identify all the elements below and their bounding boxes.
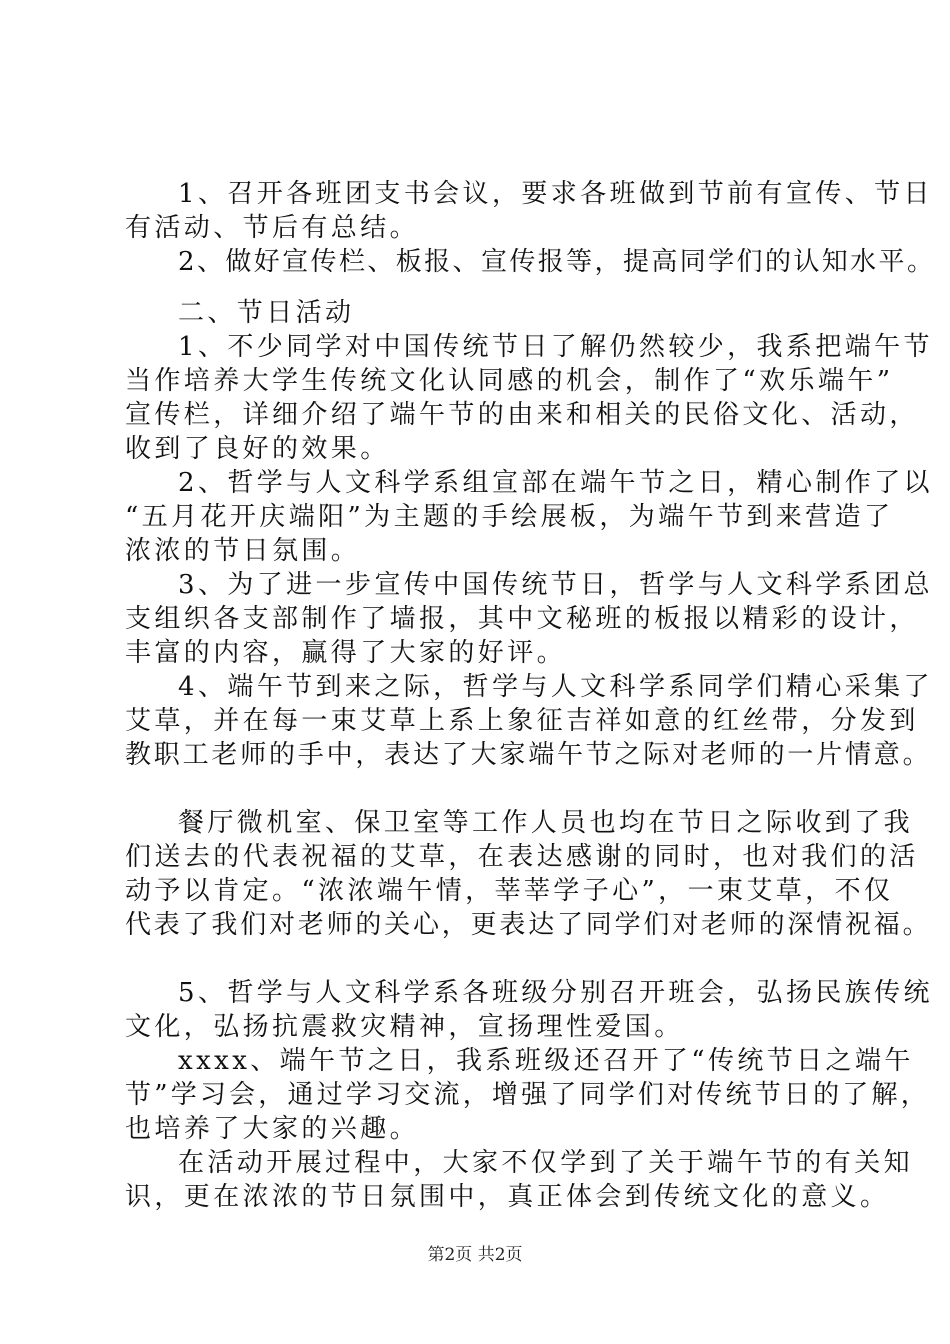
page-number-footer: 第2页 共2页 [427, 1245, 523, 1265]
paragraph-line: 5、哲学与人文科学系各班级分别召开班会，弘扬民族传统 [178, 978, 933, 1008]
paragraph-line: 有活动、节后有总结。 [125, 213, 420, 243]
paragraph-line: 3、为了进一步宣传中国传统节日，哲学与人文科学系团总 [178, 570, 933, 600]
paragraph-line: 教职工老师的手中，表达了大家端午节之际对老师的一片情意。 [125, 740, 932, 770]
paragraph-line: 收到了良好的效果。 [125, 434, 390, 464]
paragraph-line: 丰富的内容，赢得了大家的好评。 [125, 638, 567, 668]
paragraph-line: 宣传栏，详细介绍了端午节的由来和相关的民俗文化、活动， [125, 400, 919, 430]
paragraph-line: 动予以肯定。“浓浓端午情，莘莘学子心”，一束艾草，不仅 [125, 876, 894, 906]
paragraph-line: 当作培养大学生传统文化认同感的机会，制作了“欢乐端午” [125, 366, 894, 396]
paragraph-line: 4、端午节到来之际，哲学与人文科学系同学们精心采集了 [178, 672, 933, 702]
paragraph-line: “五月花开庆端阳”为主题的手绘展板，为端午节到来营造了 [125, 502, 894, 532]
paragraph-line: 们送去的代表祝福的艾草，在表达感谢的同时，也对我们的活 [125, 842, 919, 872]
paragraph-line: 2、做好宣传栏、板报、宣传报等，提高同学们的认知水平。 [178, 247, 936, 277]
paragraph-line: 餐厅微机室、保卫室等工作人员也均在节日之际收到了我 [178, 808, 914, 838]
paragraph-line: 艾草，并在每一束艾草上系上象征吉祥如意的红丝带，分发到 [125, 706, 919, 736]
paragraph-line: 节”学习会，通过学习交流，增强了同学们对传统节日的了解， [125, 1080, 930, 1110]
paragraph-line: 浓浓的节日氛围。 [125, 536, 361, 566]
paragraph-line: 1、召开各班团支书会议，要求各班做到节前有宣传、节日 [178, 179, 933, 209]
paragraph-line: 支组织各支部制作了墙报，其中文秘班的板报以精彩的设计， [125, 604, 919, 634]
paragraph-line: xxxx、端午节之日，我系班级还召开了“传统节日之端午 [178, 1046, 914, 1076]
paragraph-line: 也培养了大家的兴趣。 [125, 1114, 420, 1144]
paragraph-line: 1、不少同学对中国传统节日了解仍然较少，我系把端午节 [178, 332, 933, 362]
section-heading: 二、节日活动 [178, 298, 355, 328]
paragraph-line: 文化，弘扬抗震救灾精神，宣扬理性爱国。 [125, 1012, 684, 1042]
paragraph-line: 代表了我们对老师的关心，更表达了同学们对老师的深情祝福。 [125, 910, 932, 940]
paragraph-line: 2、哲学与人文科学系组宣部在端午节之日，精心制作了以 [178, 468, 933, 498]
paragraph-line: 识，更在浓浓的节日氛围中，真正体会到传统文化的意义。 [125, 1182, 890, 1212]
paragraph-line: 在活动开展过程中，大家不仅学到了关于端午节的有关知 [178, 1148, 914, 1178]
